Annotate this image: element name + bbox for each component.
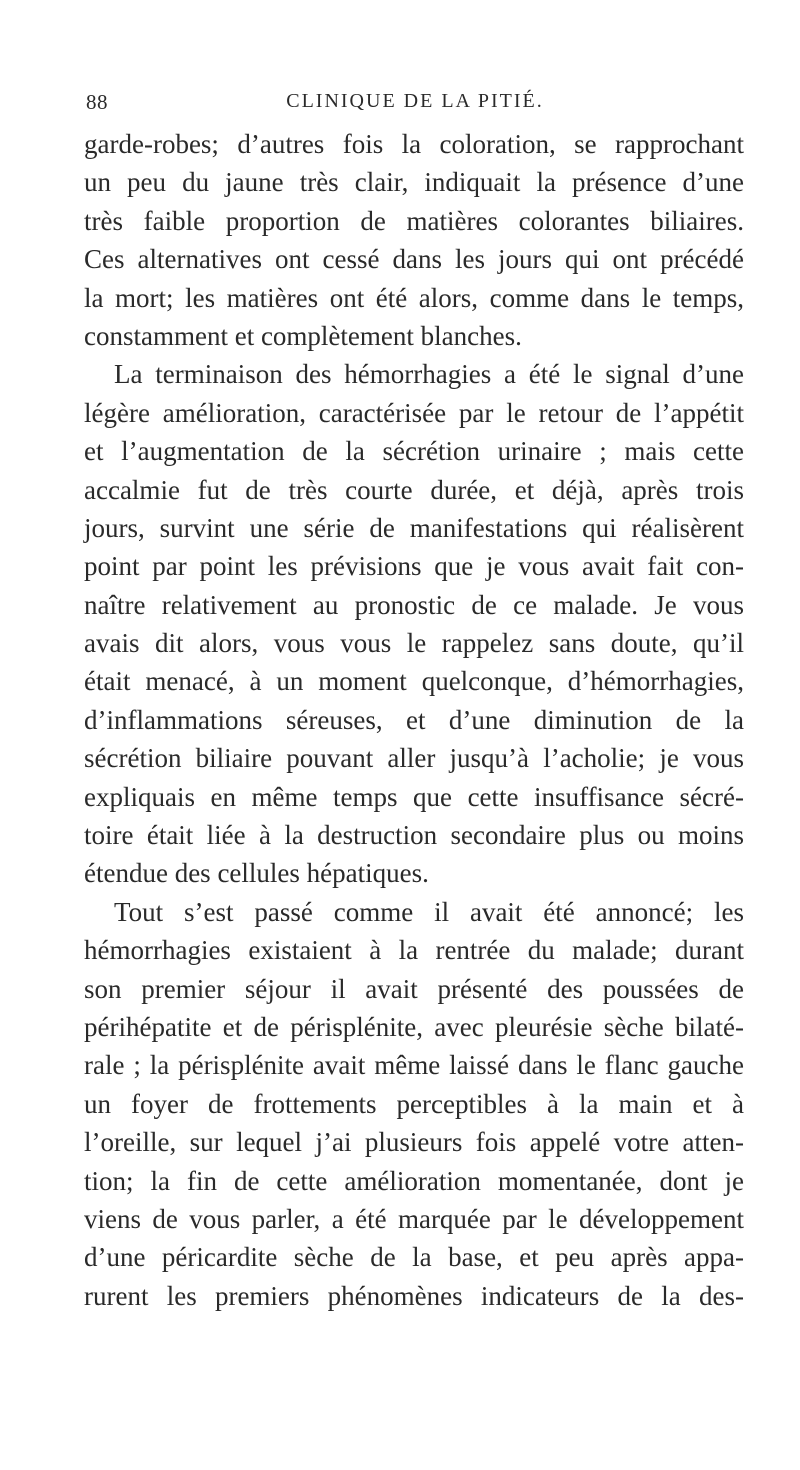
text-line: toire était liée à la destruction secondaire plus ou moins bbox=[84, 820, 744, 851]
text-line: expliquais en même temps que cette insuffisance sécré- bbox=[84, 781, 744, 812]
text-line: son premier séjour il avait présenté des poussées de bbox=[84, 973, 744, 1004]
text-line: avais dit alors, vous vous le rappelez sans doute, qu’il bbox=[84, 628, 744, 659]
text-line: accalmie fut de très courte durée, et déjà, après trois bbox=[84, 474, 744, 505]
text-line: jours, survint une série de manifestations qui réalisèrent bbox=[84, 512, 744, 543]
text-line: rale ; la périsplénite avait même laissé dans le flanc gauche bbox=[84, 1050, 744, 1081]
text-line: d’inflammations séreuses, et d’une diminution de la bbox=[84, 704, 744, 735]
text-line: périhépatite et de périsplénite, avec pleurésie sèche bilaté- bbox=[84, 1011, 744, 1042]
body-text bbox=[84, 125, 744, 1315]
text-line: d’une péricardite sèche de la base, et peu après appa- bbox=[84, 1242, 744, 1273]
text-line: Ces alternatives ont cessé dans les jours qui ont précédé bbox=[84, 244, 744, 275]
text-line: tion; la fin de cette amélioration momentanée, dont je bbox=[84, 1165, 744, 1196]
text-line: un foyer de frottements perceptibles à la main et à bbox=[84, 1088, 744, 1119]
text-line: garde-robes; d’autres fois la coloration, se rapprochant bbox=[84, 129, 744, 159]
text-line: naître relativement au pronostic de ce malade. Je vous bbox=[84, 589, 744, 620]
text-line: point par point les prévisions que je vous avait fait con- bbox=[84, 551, 744, 582]
text-line: l’oreille, sur lequel j’ai plusieurs fois appelé votre atten- bbox=[84, 1127, 744, 1158]
text-line: rurent les premiers phénomènes indicateurs de la des- bbox=[84, 1280, 744, 1311]
text-line: était menacé, à un moment quelconque, d’hémorrhagies, bbox=[84, 666, 744, 697]
text-line: très faible proportion de matières colorantes biliaires. bbox=[84, 205, 744, 236]
text-line: et l’augmentation de la sécrétion urinaire ; mais cette bbox=[84, 436, 744, 467]
page-header bbox=[86, 90, 744, 120]
text-line: La terminaison des hémorrhagies a été le signal d’une bbox=[114, 359, 744, 390]
text-line: légère amélioration, caractérisée par le retour de l’appétit bbox=[84, 397, 744, 428]
text-line: viens de vous parler, a été marquée par le développement bbox=[84, 1203, 744, 1234]
running-head: CLINIQUE DE LA PITIÉ. bbox=[286, 90, 544, 112]
text-line: sécrétion biliaire pouvant aller jusqu’à l’acholie; je vous bbox=[84, 743, 744, 774]
text-line: Tout s’est passé comme il avait été annoncé; les bbox=[114, 896, 744, 927]
text-line: étendue des cellules hépatiques. bbox=[84, 858, 429, 889]
text-line: constamment et complètement blanches. bbox=[84, 320, 522, 351]
text-line: un peu du jaune très clair, indiquait la présence d’une bbox=[84, 167, 744, 198]
page-number: 88 bbox=[86, 90, 108, 114]
text-line: la mort; les matières ont été alors, comme dans le temps, bbox=[84, 282, 744, 313]
text-line: hémorrhagies existaient à la rentrée du malade; durant bbox=[84, 935, 744, 966]
